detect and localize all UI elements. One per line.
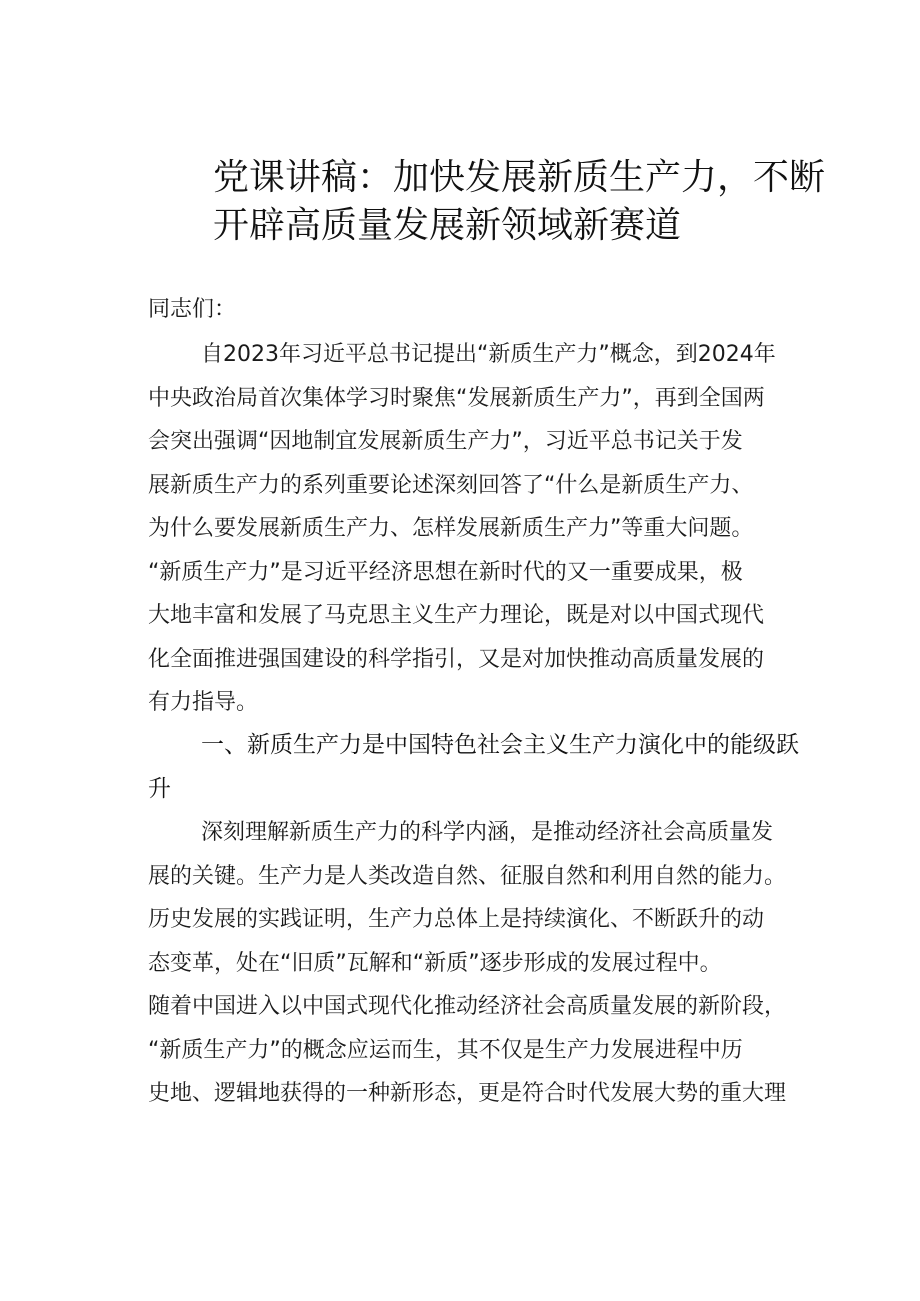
paragraph-line: 大地丰富和发展了马克思主义生产力理论，既是对以中国式现代 [148,603,765,628]
salutation [148,288,810,332]
paragraph-line: 史地、逻辑地获得的一种新形态，更是符合时代发展大势的重大理 [148,1081,787,1106]
title-line: 党课讲稿：加快发展新质生产力，不断 [213,157,826,198]
salutation-text: 同志们： [148,297,237,322]
paragraph-line: 展的关键。生产力是人类改造自然、征服自然和利用自然的能力。 [148,863,787,889]
paragraph-line: 有力指导。 [148,690,259,715]
paragraph-line: “新质生产力”的概念应运而生，其不仅是生产力发展进程中历 [148,1037,743,1063]
paragraph-line: 展新质生产力的系列重要论述深刻回答了“什么是新质生产力、 [148,472,754,498]
paragraph-line: 中央政治局首次集体学习时聚焦“发展新质生产力”，再到全国两 [148,385,765,411]
paragraph-line: 化全面推进强国建设的科学指引，又是对加快推动高质量发展的 [148,646,765,672]
paragraph-line: 深刻理解新质生产力的科学内涵，是推动经济社会高质量发 [201,820,774,845]
paragraph-line: 态变革，处在“旧质”瓦解和“新质”逐步形成的发展过程中。 [148,950,722,976]
heading-line: 升 [148,775,171,802]
paragraph-line: 会突出强调“因地制宜发展新质生产力”，习近平总书记关于发 [148,429,743,454]
paragraph-intro [148,333,810,725]
paragraph-line: 自2023年习近平总书记提出“新质生产力”概念，到2024年 [201,342,776,367]
paragraph-line: 为什么要发展新质生产力、怎样发展新质生产力”等重大问题。 [148,516,754,541]
title-line: 开辟高质量发展新领域新赛道 [213,205,682,246]
paragraph-line: “新质生产力”是习近平经济思想在新时代的又一重要成果，极 [148,559,743,585]
heading-line: 一、新质生产力是中国特色社会主义生产力演化中的能级跃 [201,732,799,758]
paragraph-section-1 [148,811,810,1116]
section-heading-1 [148,724,810,811]
paragraph-line: 历史发展的实践证明，生产力总体上是持续演化、不断跃升的动 [148,907,765,932]
document-title [213,154,826,250]
paragraph-line: 随着中国进入以中国式现代化推动经济社会高质量发展的新阶段， [148,994,787,1019]
